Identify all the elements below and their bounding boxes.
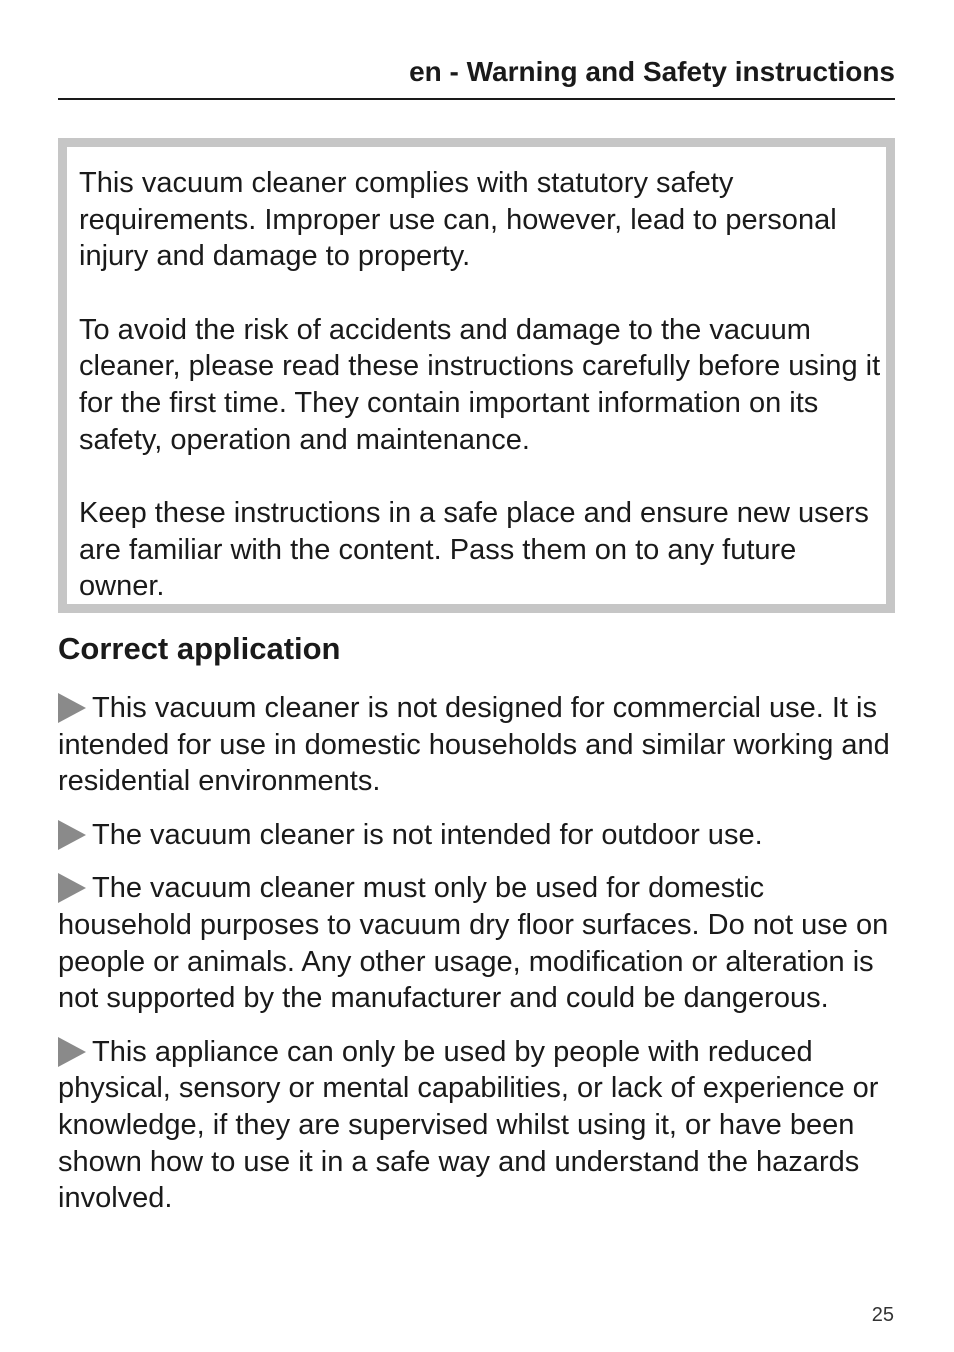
- section-title: Correct application: [58, 631, 341, 666]
- bullet-item-3: [58, 870, 898, 1016]
- triangle-bullet-icon: [58, 1037, 86, 1067]
- page-header: [58, 52, 895, 100]
- warning-paragraph-3: Keep these instructions in a safe place and ensure new users are familiar with the content. Pass them on to any future owner.: [79, 497, 869, 603]
- bullet-list: [58, 690, 898, 1234]
- bullet-item-2: [58, 817, 898, 854]
- warning-paragraph-1: This vacuum cleaner complies with statutory safety requirements. Improper use can, however, lead to personal injury and damage to property.: [79, 167, 837, 273]
- triangle-bullet-icon: [58, 873, 86, 903]
- triangle-bullet-icon: [58, 693, 86, 723]
- bullet-item-4: [58, 1034, 898, 1217]
- bullet-text-4: This appliance can only be used by people with reduced physical, sensory or mental capabilities, or lack of experience or knowledge, if they are supervised whilst using it, or have been shown how to use it in a safe way and understand the hazards involved.: [58, 1035, 879, 1215]
- bullet-text-1: This vacuum cleaner is not designed for commercial use. It is intended for use in domestic households and similar working and residential environments.: [58, 692, 890, 798]
- page-number: 25: [871, 1304, 894, 1326]
- bullet-item-1: [58, 690, 898, 800]
- triangle-bullet-icon: [58, 820, 86, 850]
- header-title: en - Warning and Safety instructions: [409, 56, 895, 87]
- bullet-text-2: The vacuum cleaner is not intended for outdoor use.: [92, 818, 763, 851]
- bullet-text-3: The vacuum cleaner must only be used for domestic household purposes to vacuum dry floor surfaces. Do not use on people or animals. Any other usage, modification or alteration is not supported by the manufacturer and could be dangerous.: [58, 872, 889, 1015]
- warning-box: [58, 138, 895, 613]
- warning-paragraph-2: To avoid the risk of accidents and damage to the vacuum cleaner, please read these instructions carefully before using it for the first time. They contain important information on its safety, operation and maintenance.: [79, 313, 881, 456]
